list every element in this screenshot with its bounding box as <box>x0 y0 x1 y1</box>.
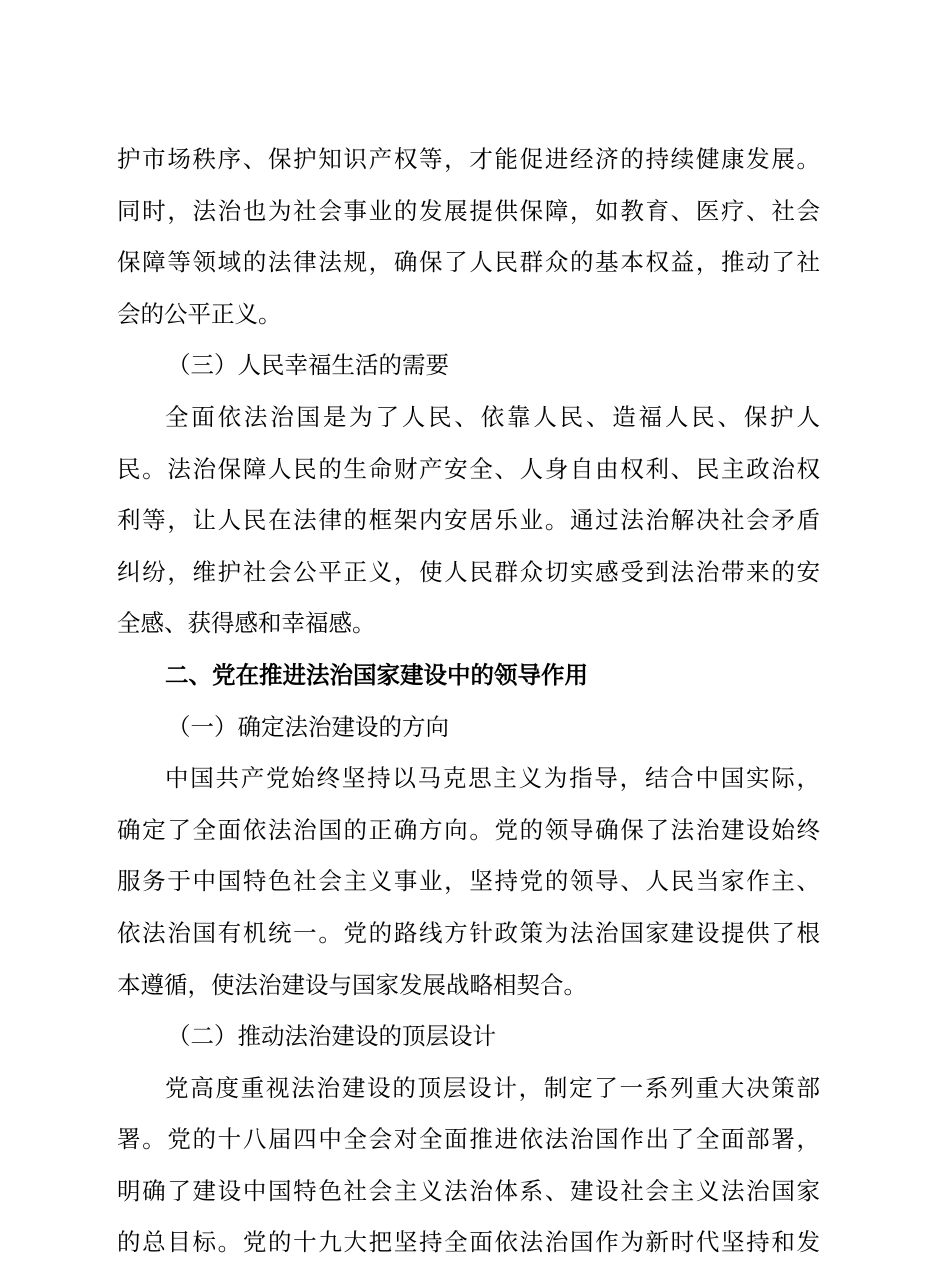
text-line: 服务于中国特色社会主义事业，坚持党的领导、人民当家作主、 <box>117 867 820 896</box>
text-line: 会的公平正义。 <box>117 299 282 328</box>
text-line: 全面依法治国是为了人民、依靠人民、造福人民、保护人 <box>165 402 820 431</box>
subheading-top-level-design: （二）推动法治建设的顶层设计 <box>167 1022 496 1051</box>
text-line: 党高度重视法治建设的顶层设计，制定了一系列重大决策部 <box>165 1073 820 1102</box>
text-line: 保障等领域的法律法规，确保了人民群众的基本权益，推动了社 <box>117 248 820 277</box>
text-line: 的总目标。党的十九大把坚持全面依法治国作为新时代坚持和发 <box>117 1228 820 1257</box>
text-line: 纠纷，维护社会公平正义，使人民群众切实感受到法治带来的安 <box>117 557 820 586</box>
text-line: 署。党的十八届四中全会对全面推进依法治国作出了全面部署， <box>117 1125 820 1154</box>
document-page <box>117 134 820 1269</box>
paragraph-rule-of-law-economy <box>117 134 820 340</box>
paragraph-top-level-design <box>117 1063 820 1269</box>
text-line: 利等，让人民在法律的框架内安居乐业。通过法治解决社会矛盾 <box>117 506 820 535</box>
text-line: 护市场秩序、保护知识产权等，才能促进经济的持续健康发展。 <box>117 145 820 173</box>
text-line: 依法治国有机统一。党的路线方针政策为法治国家建设提供了根 <box>117 918 820 947</box>
text-line: 明确了建设中国特色社会主义法治体系、建设社会主义法治国家 <box>117 1176 820 1205</box>
text-line: 确定了全面依法治国的正确方向。党的领导确保了法治建设始终 <box>117 815 820 844</box>
section-heading-party-leadership: 二、党在推进法治国家建设中的领导作用 <box>165 660 588 689</box>
subheading-people-happiness: （三）人民幸福生活的需要 <box>167 351 449 380</box>
text-line: 本遵循，使法治建设与国家发展战略相契合。 <box>117 970 587 999</box>
paragraph-people-happiness <box>117 392 820 650</box>
text-line: 中国共产党始终坚持以马克思主义为指导，结合中国实际， <box>165 764 820 793</box>
subheading-direction: （一）确定法治建设的方向 <box>167 712 449 741</box>
paragraph-direction <box>117 753 820 1011</box>
text-line: 全感、获得感和幸福感。 <box>117 609 376 638</box>
text-line: 同时，法治也为社会事业的发展提供保障，如教育、医疗、社会 <box>117 196 820 225</box>
text-line: 民。法治保障人民的生命财产安全、人身自由权利、民主政治权 <box>117 454 820 483</box>
